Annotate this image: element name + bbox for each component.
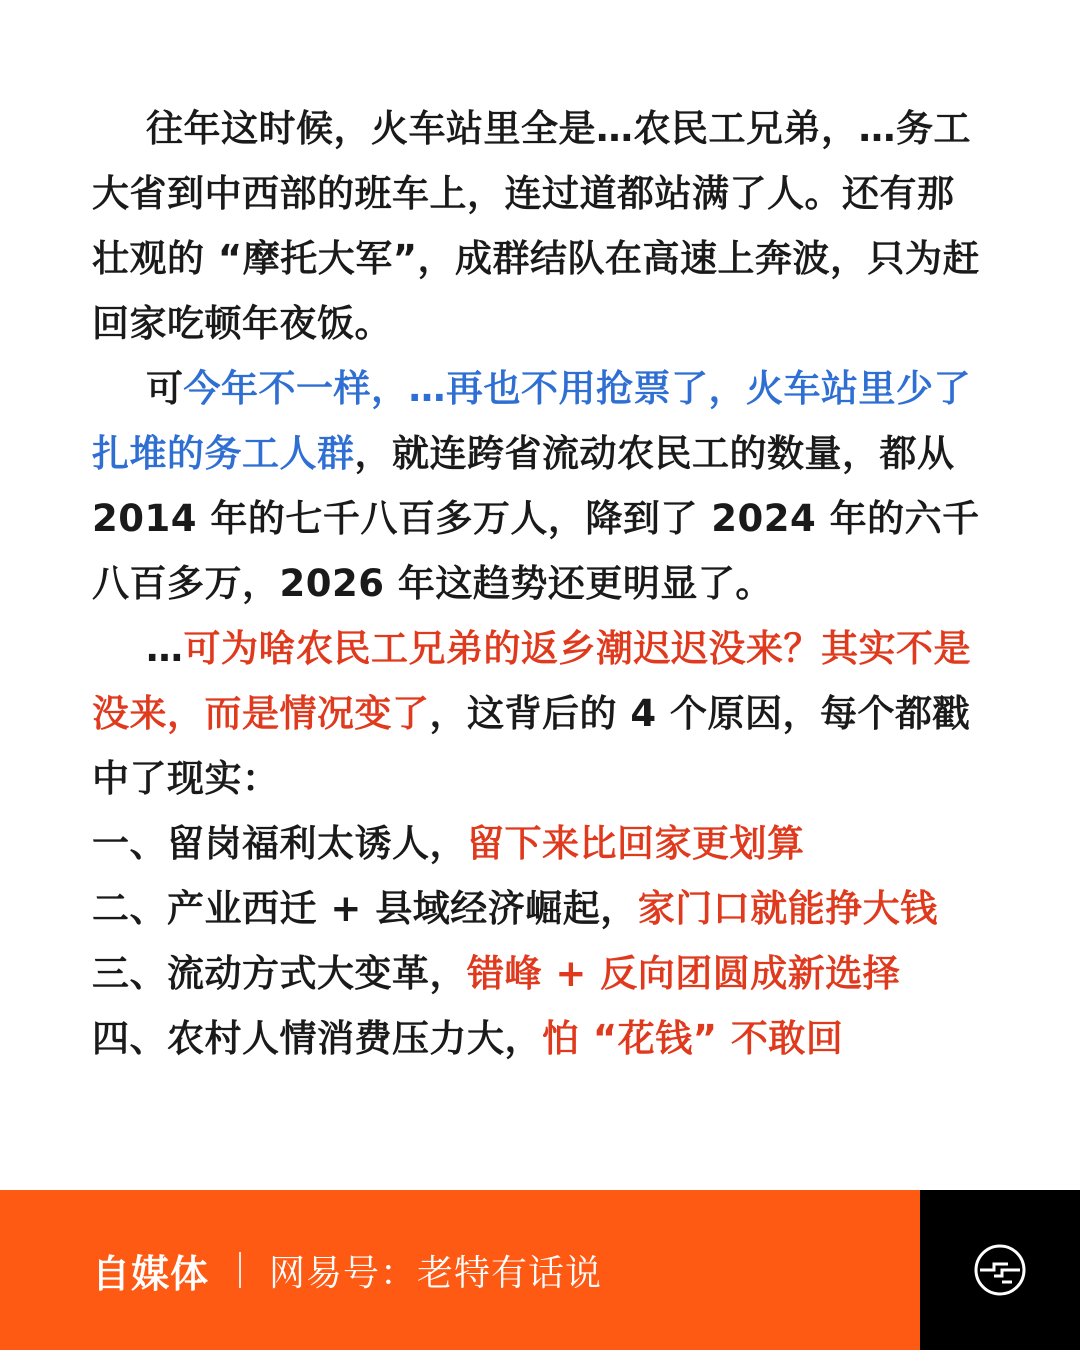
- paragraph-2-blue-highlight: 今年不一样，…再也不用抢票了，火车站里少了扎堆的务工人群: [92, 367, 971, 475]
- paragraph-3-red-highlight: 可为啥农民工兄弟的返乡潮迟迟没来？其实不是没来，而是情况变了: [92, 627, 971, 735]
- paragraph-3-lead: …: [146, 627, 184, 670]
- circular-logo-icon: [972, 1242, 1028, 1298]
- reason-4-lead: 四、农村人情消费压力大，: [92, 1017, 542, 1060]
- footer-account: 网易号：老特有话说: [269, 1252, 603, 1294]
- paragraph-2-lead: 可: [146, 367, 184, 410]
- reason-item-3: [92, 941, 988, 1006]
- paragraph-3-rest: ，这背后的 4 个原因，每个都戳中了现实：: [92, 692, 971, 800]
- reason-1-lead: 一、留岗福利太诱人，: [92, 822, 467, 865]
- article-body: [92, 96, 988, 1071]
- footer-bar: [0, 1190, 920, 1350]
- footer-divider: [239, 1252, 241, 1288]
- reason-item-1: [92, 811, 988, 876]
- paragraph-2: [92, 356, 988, 616]
- reason-3-highlight: 错峰 + 反向团圆成新选择: [467, 952, 901, 995]
- reason-2-lead: 二、产业西迁 + 县域经济崛起，: [92, 887, 638, 930]
- paragraph-3: [92, 616, 988, 811]
- reason-4-highlight: 怕 “花钱” 不敢回: [542, 1017, 844, 1060]
- reason-3-lead: 三、流动方式大变革，: [92, 952, 467, 995]
- reason-item-2: [92, 876, 988, 941]
- footer-brand: 自媒体: [92, 1251, 210, 1296]
- paragraph-1-text: 往年这时候，火车站里全是…农民工兄弟，…务工大省到中西部的班车上，连过道都站满了人。还有那壮观的 “摩托大军”，成群结队在高速上奔波，只为赶回家吃顿年夜饭。: [92, 107, 981, 345]
- reason-2-highlight: 家门口就能挣大钱: [637, 887, 938, 930]
- paragraph-1: [92, 96, 988, 356]
- reason-1-highlight: 留下来比回家更划算: [467, 822, 805, 865]
- paragraph-2-rest: ，就连跨省流动农民工的数量，都从 2014 年的七千八百多万人，降到了 2024 年的六千八百多万，2026 年这趋势还更明显了。: [92, 432, 980, 605]
- reason-item-4: [92, 1006, 988, 1071]
- logo-box: [920, 1190, 1080, 1350]
